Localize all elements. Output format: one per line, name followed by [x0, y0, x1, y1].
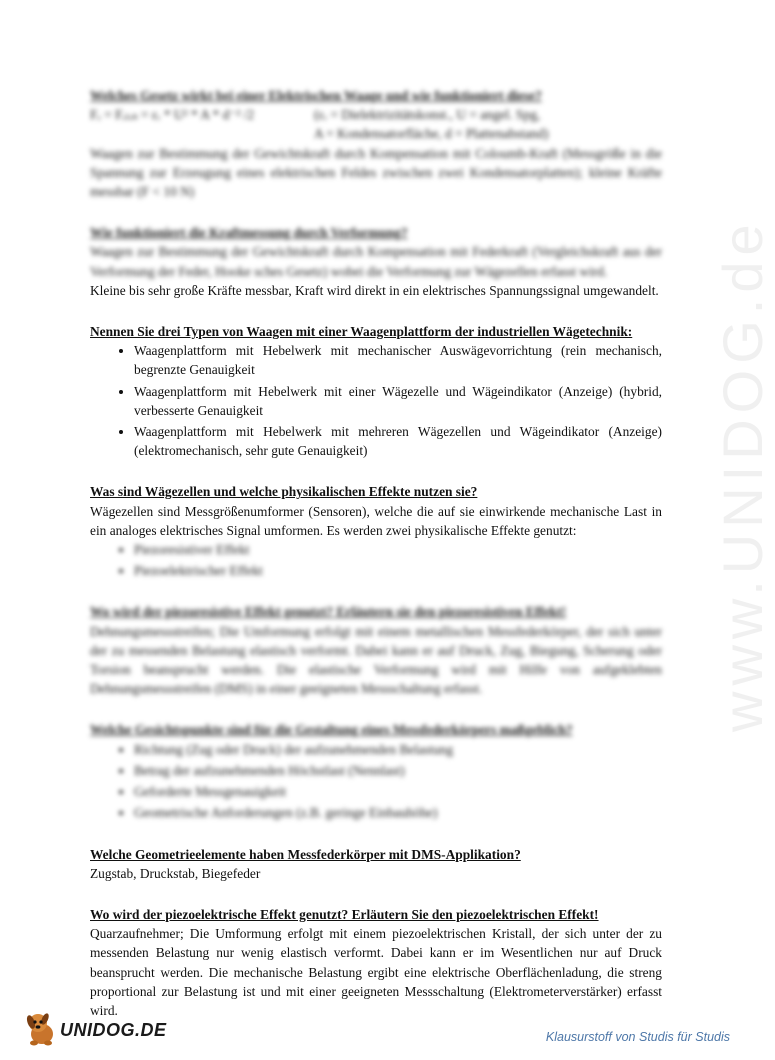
- document-content: [90, 86, 662, 1042]
- answer-text: Quarzaufnehmer; Die Umformung erfolgt mit einem piezoelektrischen Kristall, der sich unter der zu messenden Belastung nur wenig elastisch verformt. Dabei kann er im Wesentlichen nur auf Druck beansprucht werden. Die mechanische Belastung ergibt eine elektrische Oberflächenladung, die streng proportional zur Belastung ist und mit einer geeigneten Messschaltung (Elektrometerverstärker) erfasst wird.: [90, 926, 662, 1018]
- list-item: • Geometrische Anforderungen (z.B. geringe Einbauhöhe): [134, 803, 662, 822]
- question-heading: Wo wird der piezoelektrische Effekt genutzt? Erläutern Sie den piezoelektrischen Effekt!: [90, 906, 599, 922]
- bullet-list: [90, 341, 662, 460]
- list-item: • Piezoelektrischer Effekt: [134, 561, 662, 580]
- section-spring-body: [90, 720, 662, 822]
- question-heading: Nennen Sie drei Typen von Waagen mit einer Waagenplattform der industriellen Wägetechnik:: [90, 324, 633, 340]
- answer-text: Kleine bis sehr große Kräfte messbar, Kraft wird direkt in ein elektrisches Spannungssignal umgewandelt.: [90, 282, 659, 298]
- section-electric-scale: [90, 86, 662, 201]
- footer-tagline: Klausurstoff von Studis für Studis: [545, 1030, 730, 1044]
- list-item: • Betrag der aufzunehmenden Höchstlast (Nennlast): [134, 761, 662, 780]
- formula: [90, 105, 662, 124]
- formula-legend-row: [90, 124, 662, 143]
- formula-legend-2: A = Kondensatorfläche, d = Plattenabstand): [314, 126, 549, 142]
- watermark: www.UNIDOG.de: [711, 218, 774, 732]
- logo-text: UNIDOG.DE: [60, 1020, 167, 1040]
- bullet-list: [90, 740, 662, 823]
- list-item: • Waagenplattform mit Hebelwerk mit mechanischer Auswägevorrichtung (rein mechanisch, begrenzte Genauigkeit: [134, 341, 662, 379]
- list-item: • Richtung (Zug oder Druck) der aufzunehmenden Belastung: [134, 740, 662, 759]
- question-heading: Welche Geometrieelemente haben Messfederkörper mit DMS-Applikation?: [90, 846, 521, 862]
- question-heading: Welches Gesetz wirkt bei einer Elektrischen Waage und wie funktioniert diese?: [90, 88, 542, 103]
- section-piezoelectric: [90, 905, 662, 1020]
- list-item: • Waagenplattform mit Hebelwerk mit mehreren Wägezellen und Wägeindikator (Anzeige) (elektromechanisch, sehr gute Genauigkeit): [134, 422, 662, 460]
- formula-left: Fₑ = Fₑₗₑₖ = εᵣ * U² * A * d⁻² /2: [90, 107, 255, 123]
- section-load-cells: [90, 482, 662, 580]
- unidog-logo[interactable]: [22, 1008, 167, 1048]
- answer-text-blurred: Waagen zur Bestimmung der Gewichtskraft durch Kompensation mit Federkraft (Vergleichskraft aus der Verformung der Feder, Hooke sches Gesetz) wobei die Verformung zur Wägezellen erfasst wird.: [90, 244, 662, 279]
- answer-text: Wägezellen sind Messgrößenumformer (Sensoren), welche die auf sie einwirkende mechanische Last in ein analoges elektrisches Signal umformen. Es werden zwei physikalische Effekte genutzt:: [90, 503, 662, 538]
- section-deformation: [90, 223, 662, 300]
- question-heading: Welche Gesichtspunkte sind für die Gestaltung eines Messfederkörpers maßgeblich?: [90, 722, 573, 738]
- list-item: • Piezoresistiver Effekt: [134, 540, 662, 559]
- question-heading: Wo wird der piezoresistive Effekt genutzt? Erläutern sie den piezoresistiven Effekt!: [90, 604, 567, 620]
- section-piezoresistive: [90, 602, 662, 698]
- section-geometry-elements: [90, 845, 662, 883]
- question-heading: Was sind Wägezellen und welche physikalischen Effekte nutzen sie?: [90, 484, 478, 500]
- formula-legend-1: (εᵣ = Dielektrizitätskonst., U = angel. Spg,: [314, 107, 541, 123]
- answer-text: Waagen zur Bestimmung der Gewichtskraft durch Kompensation mit Coloumb-Kraft (Messgröße in die Spannung zur Erzeugung eines elektrischen Feldes zwischen zwei Kondensatorplatten); kleine Kräfte messbar (F < 10 N): [90, 145, 662, 200]
- list-item: • Geforderte Messgenauigkeit: [134, 782, 662, 801]
- dog-mascot-icon: [22, 1008, 62, 1048]
- section-scale-types: [90, 322, 662, 460]
- bullet-list: [90, 540, 662, 580]
- answer-text: Zugstab, Druckstab, Biegefeder: [90, 865, 261, 881]
- question-heading: Wie funktioniert die Kraftmessung durch Verformung?: [90, 225, 408, 241]
- list-item: • Waagenplattform mit Hebelwerk mit einer Wägezelle und Wägeindikator (Anzeige) (hybrid, verbesserte Genauigkeit: [134, 382, 662, 420]
- answer-text: Dehnungsmessstreifen; Die Umformung erfolgt mit einem metallischen Messfederkörper, der sich unter der zu messenden Belastung elastisch verformt. Dabei kann er auf Druck, Zug, Biegung, Scherung oder Torsion beansprucht werden. Die elastische Verformung wird mit Hilfe von aufgeklebten Dehnungsmessstreifen (DMS) in einer geeigneten Messschaltung erfasst.: [90, 623, 662, 697]
